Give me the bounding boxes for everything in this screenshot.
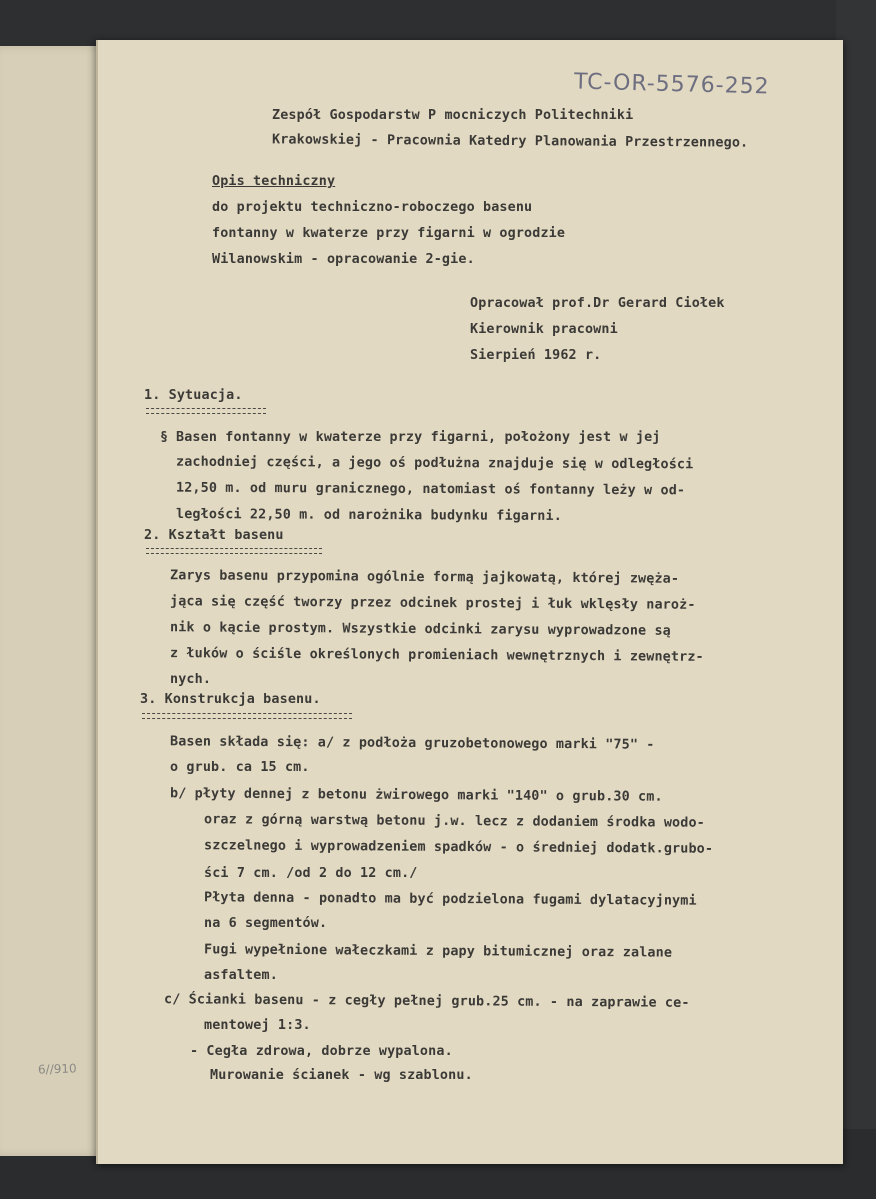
- section-3-line: szczelnego i wyprowadzeniem spadków - o średniej dodatk.grubo-: [203, 838, 714, 857]
- section-3-line: ści 7 cm. /od 2 do 12 cm./: [204, 866, 418, 881]
- section-1-line: zachodniej części, a jego oś podłużna znajduje się w odległości: [175, 454, 694, 473]
- section-3-line: oraz z górną warstwą betonu j.w. lecz z dodaniem środka wodo-: [203, 812, 705, 831]
- section-2-underline: [146, 548, 322, 554]
- section-3-line: Płyta denna - ponadto ma być podzielona fugami dylatacyjnymi: [203, 890, 697, 909]
- section-2-line: z łuków o ściśle określonych promieniach wewnętrznych i zewnętrz-: [169, 646, 704, 665]
- section-2-line: Zarys basenu przypomina ogólnie formą jajkowatą, której zwęża-: [169, 568, 680, 587]
- section-3-line: c/ Ścianki basenu - z cegły pełnej grub.25 cm. - na zaprawie ce-: [163, 992, 690, 1011]
- author-line-2: Kierownik pracowni: [470, 322, 618, 337]
- section-3-line: asfaltem.: [204, 968, 278, 983]
- archive-stamp: 6//910: [37, 1061, 77, 1077]
- section-2-line: nik o kącie prostym. Wszystkie odcinki zarysu wyprowadzone są: [169, 620, 671, 639]
- header-line-2: Krakowskiej - Pracownia Katedry Planowania Przestrzennego.: [271, 132, 749, 151]
- section-3-line: o grub. ca 15 cm.: [170, 760, 310, 775]
- title-line-3: Wilanowskim - opracowanie 2-gie.: [212, 252, 475, 267]
- author-line-3: Sierpień 1962 r.: [470, 348, 602, 363]
- section-1-underline: [146, 408, 266, 414]
- section-3-line: Murowanie ścianek - wg szablonu.: [210, 1068, 473, 1083]
- section-3-line: mentowej 1:3.: [204, 1018, 311, 1033]
- section-1-line: 12,50 m. od muru granicznego, natomiast oś fontanny leży w od-: [175, 480, 686, 499]
- section-3-line: b/ płyty dennej z betonu żwirowego marki "140" o grub.30 cm.: [169, 786, 663, 805]
- title-line-1: do projektu techniczno-roboczego basenu: [212, 200, 533, 215]
- section-1-line: Basen fontanny w kwaterze przy figarni, położony jest w jej: [176, 430, 661, 445]
- section-3-line: Basen składa się: a/ z podłoża gruzobetonowego marki "75" -: [169, 734, 655, 753]
- reference-code: TC-OR-5576-252: [573, 69, 770, 100]
- title-line-2: fontanny w kwaterze przy figarni w ogrodzie: [212, 226, 566, 241]
- document-title: Opis techniczny: [212, 174, 336, 189]
- section-2-line: jąca się część tworzy przez odcinek prostej i łuk wklęsły naroż-: [169, 594, 696, 613]
- document-page: [37, 40, 843, 1164]
- section-2-line: nych.: [170, 672, 212, 687]
- margin-mark: §: [160, 430, 169, 445]
- header-line-1: Zespół Gospodarstw P mocniczych Politechniki: [272, 108, 634, 123]
- author-line-1: Opracował prof.Dr Gerard Ciołek: [470, 296, 725, 311]
- section-1-line: ległości 22,50 m. od narożnika budynku figarni.: [175, 506, 563, 525]
- section-3-underline: [142, 713, 352, 719]
- section-3-heading: 3. Konstrukcja basenu.: [140, 692, 321, 707]
- section-1-heading: 1. Sytuacja.: [144, 388, 243, 403]
- section-2-heading: 2. Kształt basenu: [144, 528, 284, 543]
- section-3-line: na 6 segmentów.: [204, 916, 328, 931]
- section-3-line: - Cegła zdrowa, dobrze wypalona.: [190, 1044, 453, 1059]
- section-3-line: Fugi wypełnione wałeczkami z papy bitumicznej oraz zalane: [203, 942, 673, 961]
